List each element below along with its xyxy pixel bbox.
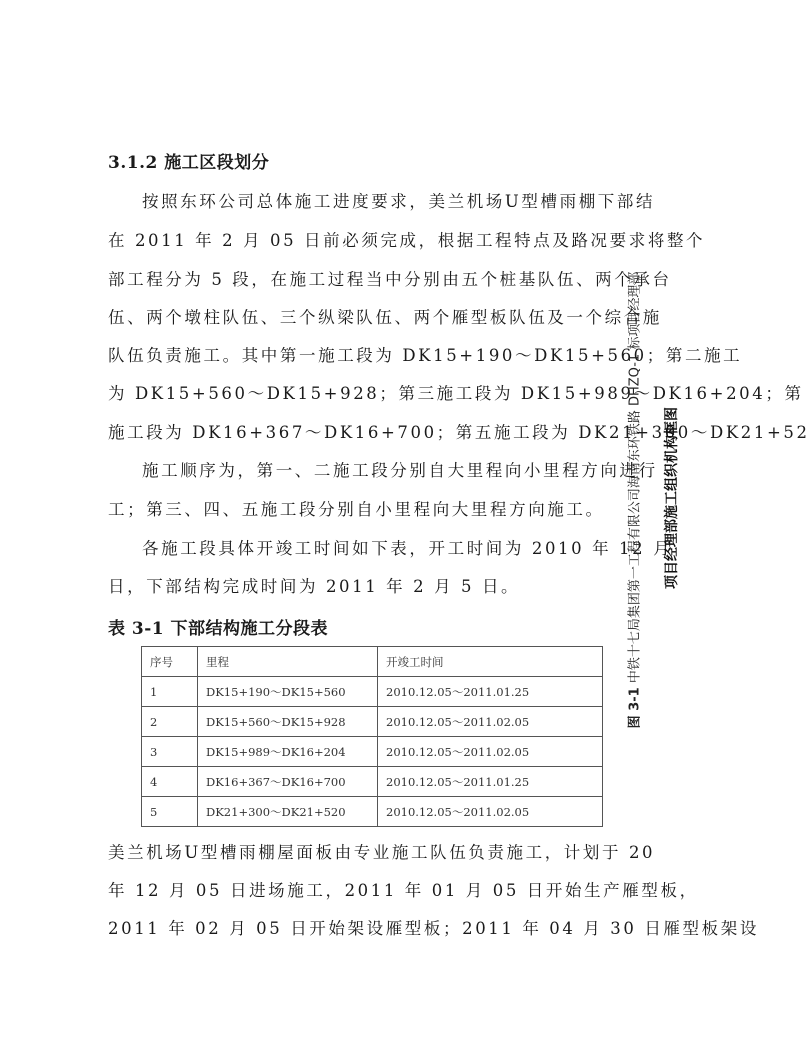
paragraph-line: 年 12 月 05 日进场施工，2011 年 01 月 05 日开始生产雁型板， (108, 881, 699, 900)
cell-mileage: DK15+190～DK15+560 (198, 677, 378, 707)
paragraph-line: 日，下部结构完成时间为 2011 年 2 月 5 日。 (108, 577, 521, 596)
cell-mileage: DK15+560～DK15+928 (198, 707, 378, 737)
cell-mileage: DK21+300～DK21+520 (198, 797, 378, 827)
figure-number: 图 3-1 (627, 687, 643, 729)
paragraph-line: 美兰机场U型槽雨棚屋面板由专业施工队伍负责施工，计划于 20 (108, 843, 656, 862)
paragraph-line: 工；第三、四、五施工段分别自小里程向大里程方向施工。 (108, 500, 605, 519)
paragraph-line: 按照东环公司总体施工进度要求，美兰机场U型槽雨棚下部结 (142, 192, 656, 211)
paragraph-line: 伍、两个墩柱队伍、三个纵梁队伍、两个雁型板队伍及一个综合施 (108, 308, 662, 327)
cell-schedule: 2010.12.05～2011.02.05 (378, 707, 603, 737)
cell-index: 5 (142, 797, 198, 827)
cell-mileage: DK15+989～DK16+204 (198, 737, 378, 767)
paragraph-line: 2011 年 02 月 05 日开始架设雁型板；2011 年 04 月 30 日雁型板架设 (108, 919, 759, 938)
column-header-mileage: 里程 (198, 647, 378, 677)
section-heading: 3.1.2 施工区段划分 (108, 153, 270, 173)
table-row (142, 797, 603, 827)
paragraph-line: 为 DK15+560～DK15+928；第三施工段为 DK15+989～DK16+204；第 (108, 384, 804, 403)
cell-schedule: 2010.12.05～2011.02.05 (378, 737, 603, 767)
cell-schedule: 2010.12.05～2011.01.25 (378, 767, 603, 797)
table-row (142, 677, 603, 707)
cell-mileage: DK16+367～DK16+700 (198, 767, 378, 797)
cell-index: 1 (142, 677, 198, 707)
rotated-figure-title: 项目经理部施工组织机构框图 (664, 407, 680, 589)
paragraph-line: 施工顺序为，第一、二施工段分别自大里程向小里程方向进行 (142, 461, 658, 480)
rotated-figure-caption (624, 272, 643, 729)
table-row (142, 707, 603, 737)
table-header-row (142, 647, 603, 677)
cell-schedule: 2010.12.05～2011.01.25 (378, 677, 603, 707)
figure-caption-text: 中铁十七局集团第一工程有限公司海南东环铁路 DHZQ-1 标项目经理部 (627, 271, 643, 684)
cell-index: 4 (142, 767, 198, 797)
table-row (142, 737, 603, 767)
table-row (142, 767, 603, 797)
cell-index: 2 (142, 707, 198, 737)
cell-index: 3 (142, 737, 198, 767)
cell-schedule: 2010.12.05～2011.02.05 (378, 797, 603, 827)
paragraph-line: 施工段为 DK16+367～DK16+700；第五施工段为 DK21+300～DK21+52 (108, 423, 810, 442)
column-header-schedule: 开竣工时间 (378, 647, 603, 677)
paragraph-line: 部工程分为 5 段，在施工过程当中分别由五个桩基队伍、两个承台 (108, 270, 672, 289)
column-header-index: 序号 (142, 647, 198, 677)
paragraph-line: 各施工段具体开竣工时间如下表，开工时间为 2010 年 12 月 (142, 539, 673, 558)
construction-segment-table (141, 646, 603, 827)
paragraph-line: 队伍负责施工。其中第一施工段为 DK15+190～DK15+560；第二施工 (108, 346, 743, 365)
paragraph-line: 在 2011 年 2 月 05 日前必须完成，根据工程特点及路况要求将整个 (108, 231, 706, 250)
table-caption: 表 3-1 下部结构施工分段表 (108, 619, 329, 639)
